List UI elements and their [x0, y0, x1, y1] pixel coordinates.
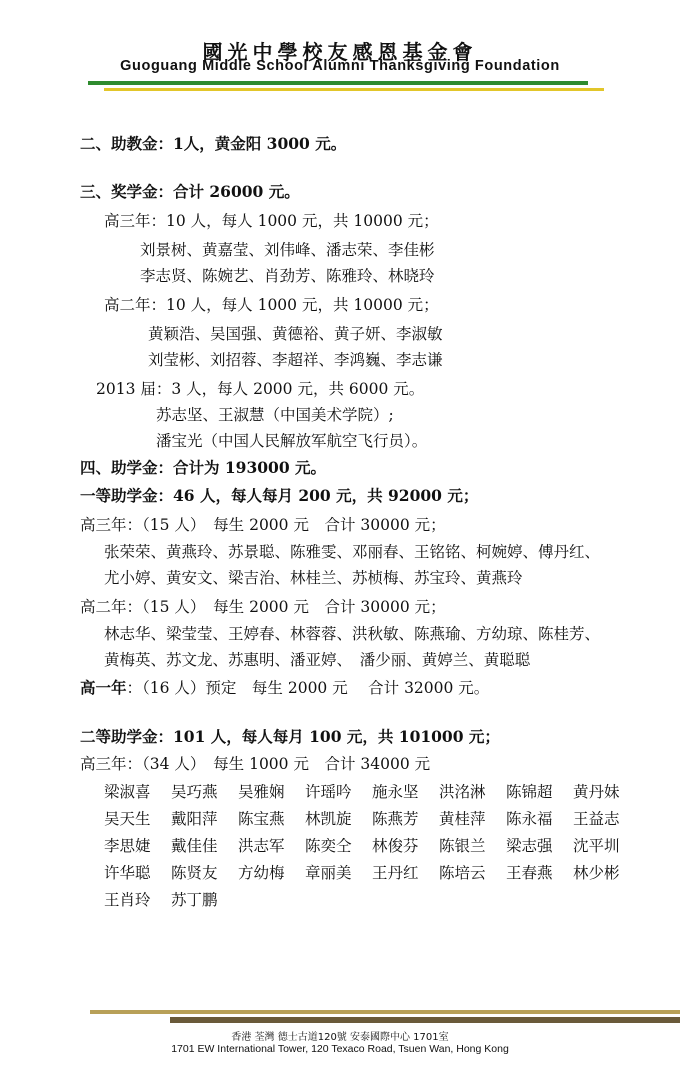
name-cell: 陈贤友 — [171, 864, 218, 882]
section-bursary: 四、助学金：合计为 193000 元。 — [80, 458, 327, 477]
name-cell: 施永坚 — [372, 783, 419, 801]
name-cell: 沈平圳 — [573, 837, 620, 855]
name-cell: 王春燕 — [506, 864, 553, 882]
name-cell: 林凯旋 — [305, 810, 352, 828]
footer-dark-divider — [170, 1017, 680, 1023]
section-teaching-grant: 二、助教金：1人，黄金阳 3000 元。 — [80, 134, 347, 153]
name-cell: 方幼梅 — [238, 864, 285, 882]
name-cell: 吴天生 — [104, 810, 151, 828]
name-cell: 许瑶吟 — [305, 783, 352, 801]
name-cell: 林少彬 — [573, 864, 620, 882]
name-cell: 陈锦超 — [506, 783, 553, 801]
name-cell: 许华聪 — [104, 864, 151, 882]
scholarship-class-2013-names-2: 潘宝光（中国人民解放军航空飞行员）。 — [156, 432, 428, 450]
second-class-bursary: 二等助学金：101 人，每人每月 100 元，共 101000 元； — [80, 727, 500, 746]
name-cell: 黄丹妹 — [573, 783, 620, 801]
second-bursary-grade3: 高三年：（34 人） 每生 1000 元 合计 34000 元 — [80, 755, 431, 773]
first-bursary-grade3: 高三年：（15 人） 每生 2000 元 合计 30000 元； — [80, 516, 446, 534]
name-cell: 洪志军 — [238, 837, 285, 855]
first-bursary-grade3-names-2: 尤小婷、黄安文、梁吉治、林桂兰、苏桢梅、苏宝玲、黄燕玲 — [104, 569, 523, 587]
first-bursary-grade2: 高二年：（15 人） 每生 2000 元 合计 30000 元； — [80, 598, 446, 616]
name-cell: 苏丁鹏 — [171, 891, 218, 909]
footer-address-english: 1701 EW International Tower, 120 Texaco Road, Tsuen Wan, Hong Kong — [171, 1043, 509, 1055]
first-bursary-grade2-names-1: 林志华、梁莹莹、王婷春、林蓉蓉、洪秋敏、陈燕瑜、方幼琼、陈桂芳、 — [104, 625, 601, 643]
scholarship-grade3-names-2: 李志贤、陈婉艺、肖劲芳、陈雅玲、林晓玲 — [140, 267, 435, 285]
section-scholarship: 三、奖学金：合计 26000 元。 — [80, 182, 300, 201]
foundation-name-chinese: 國光中學校友感恩基金會 — [202, 40, 478, 64]
footer-address-chinese: 香港 荃灣 德士古道120號 安泰國際中心 1701室 — [231, 1032, 449, 1043]
scholarship-class-2013-names-1: 苏志坚、王淑慧（中国美术学院）; — [156, 406, 394, 424]
name-cell: 章丽美 — [305, 864, 352, 882]
first-class-bursary: 一等助学金：46 人，每人每月 200 元，共 92000 元； — [80, 486, 479, 505]
name-cell: 洪洺淋 — [439, 783, 486, 801]
name-cell: 陈奕仝 — [305, 837, 352, 855]
name-cell: 陈宝燕 — [238, 810, 285, 828]
scholarship-grade2-names-1: 黄颖浩、吴国强、黄德裕、黄子妍、李淑敏 — [148, 325, 443, 343]
name-cell: 李思婕 — [104, 837, 151, 855]
first-bursary-grade1-detail: ：（16 人）预定 每生 2000 元 合计 32000 元。 — [126, 679, 490, 697]
name-cell: 陈培云 — [439, 864, 486, 882]
foundation-name-english: Guoguang Middle School Alumni Thanksgiving Foundation — [120, 58, 560, 74]
scholarship-grade3-names-1: 刘景树、黄嘉莹、刘伟峰、潘志荣、李佳彬 — [140, 241, 435, 259]
name-cell: 梁志强 — [506, 837, 553, 855]
name-cell: 吴巧燕 — [171, 783, 218, 801]
name-cell: 王肖玲 — [104, 891, 151, 909]
footer-gold-divider — [90, 1010, 680, 1014]
first-bursary-grade3-names-1: 张荣荣、黄燕玲、苏景聪、陈雅雯、邓丽春、王铭铭、柯婉婷、傅丹红、 — [104, 543, 601, 561]
first-bursary-grade1-label: 高一年 — [80, 678, 127, 697]
name-cell: 林俊芬 — [372, 837, 419, 855]
name-cell: 陈燕芳 — [372, 810, 419, 828]
scholarship-grade3: 高三年：10 人，每人 1000 元，共 10000 元； — [104, 212, 439, 230]
scholarship-class-2013: 2013 届：3 人，每人 2000 元，共 6000 元。 — [96, 380, 425, 398]
name-cell: 黄桂萍 — [439, 810, 486, 828]
first-bursary-grade2-names-2: 黄梅英、苏文龙、苏惠明、潘亚婷、 潘少丽、黄婷兰、黄聪聪 — [104, 651, 531, 669]
name-cell: 陈永福 — [506, 810, 553, 828]
name-cell: 王丹红 — [372, 864, 419, 882]
name-cell: 戴阳萍 — [171, 810, 218, 828]
first-bursary-grade1 — [80, 678, 489, 698]
scholarship-grade2: 高二年：10 人，每人 1000 元，共 10000 元； — [104, 296, 439, 314]
name-cell: 陈银兰 — [439, 837, 486, 855]
name-cell: 吴雅娴 — [238, 783, 285, 801]
name-cell: 梁淑喜 — [104, 783, 151, 801]
scholarship-grade2-names-2: 刘莹彬、刘招蓉、李超祥、李鸿巍、李志谦 — [148, 351, 443, 369]
name-cell: 戴佳佳 — [171, 837, 218, 855]
name-cell: 王益志 — [573, 810, 620, 828]
